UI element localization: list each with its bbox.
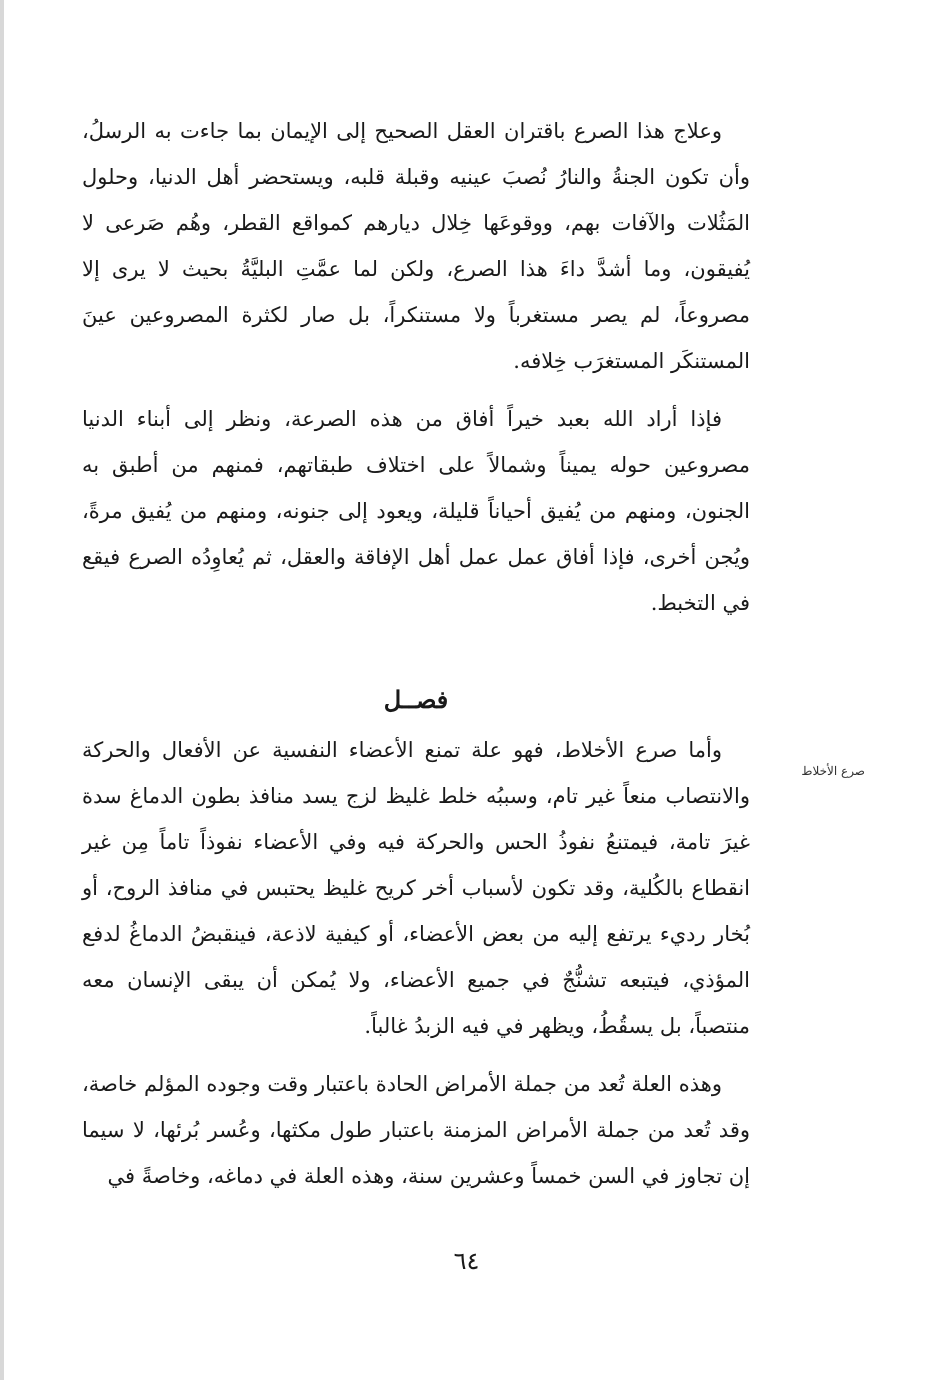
paragraph-humoral-epilepsy: وأما صرع الأخلاط، فهو علة تمنع الأعضاء النفسية عن الأفعال والحركة والانتصاب منعاً غير تام، وسببُه خلط غليظ لزج يسد منافذ بطون الدماغ سدة غيرَ تامة، فيمتنعُ نفوذُ الحس والحركة فيه وفي الأعضاء نفوذاً تاماً مِن غير انقطاع بالكُلية، وقد تكون لأسباب أخر كريح غليظ يحتبس في منافذ الروح، أو بُخار رديء يرتفع إليه من بعض الأعضاء، أو كيفية لاذعة، فينقبضُ الدماغُ لدفع المؤذي، فيتبعه تشنُّجٌ في جميع الأعضاء، ولا يُمكن أن يبقى الإنسان معه منتصباً، بل يسقُطُ، ويظهر في فيه الزبدُ غالباً. xyxy=(82,738,750,1038)
paragraph-epilepsy-treatment: وعلاج هذا الصرع باقتران العقل الصحيح إلى الإيمان بما جاءت به الرسلُ، وأن تكون الجنةُ والنارُ نُصبَ عينيه وقبلة قلبه، ويستحضر أهل الدنيا، وحلول المَثُلات والآفات بهم، ووقوعَها خِلال ديارهم كمواقع القطر، وهُم صَرعى لا يُفيقون، وما أشدَّ داءَ هذا الصرع، ولكن لما عمَّتِ البليَّةُ بحيث لا يرى إلا مصروعاً، لم يصر مستغرباً ولا مستنكراً، بل صار لكثرة المصروعين عينَ المستنكَر المستغرَب خِلافه. xyxy=(82,119,750,373)
section-heading: فصــل xyxy=(383,685,449,714)
paragraph-awakening: فإذا أراد الله بعبد خيراً أفاق من هذه الصرعة، ونظر إلى أبناء الدنيا مصروعين حوله يميناً وشمالاً على اختلاف طبقاتهم، فمنهم من أطبق به الجنون، ومنهم من يُفيق أحياناً قليلة، ويعود إلى جنونه، ومنهم من يُفيق مرةً، ويُجن أخرى، فإذا أفاق عمل عمل أهل الإفاقة والعقل، ثم يُعاوِدُه الصرع فيقع في التخبط. xyxy=(82,407,750,615)
top-text-block xyxy=(82,108,750,626)
bottom-text-block xyxy=(82,727,750,1199)
page-number: ٦٤ xyxy=(453,1247,480,1275)
page-edge-shadow xyxy=(0,0,4,1380)
paragraph-acute-chronic: وهذه العلة تُعد من جملة الأمراض الحادة باعتبار وقت وجوده المؤلم خاصة، وقد تُعد من جملة الأمراض المزمنة باعتبار طول مكثها، وعُسر بُرئها، لا سيما إن تجاوز في السن خمساً وعشرين سنة، وهذه العلة في دماغه، وخاصةً في xyxy=(82,1072,750,1188)
margin-note: صرع الأخلاط xyxy=(801,764,865,778)
